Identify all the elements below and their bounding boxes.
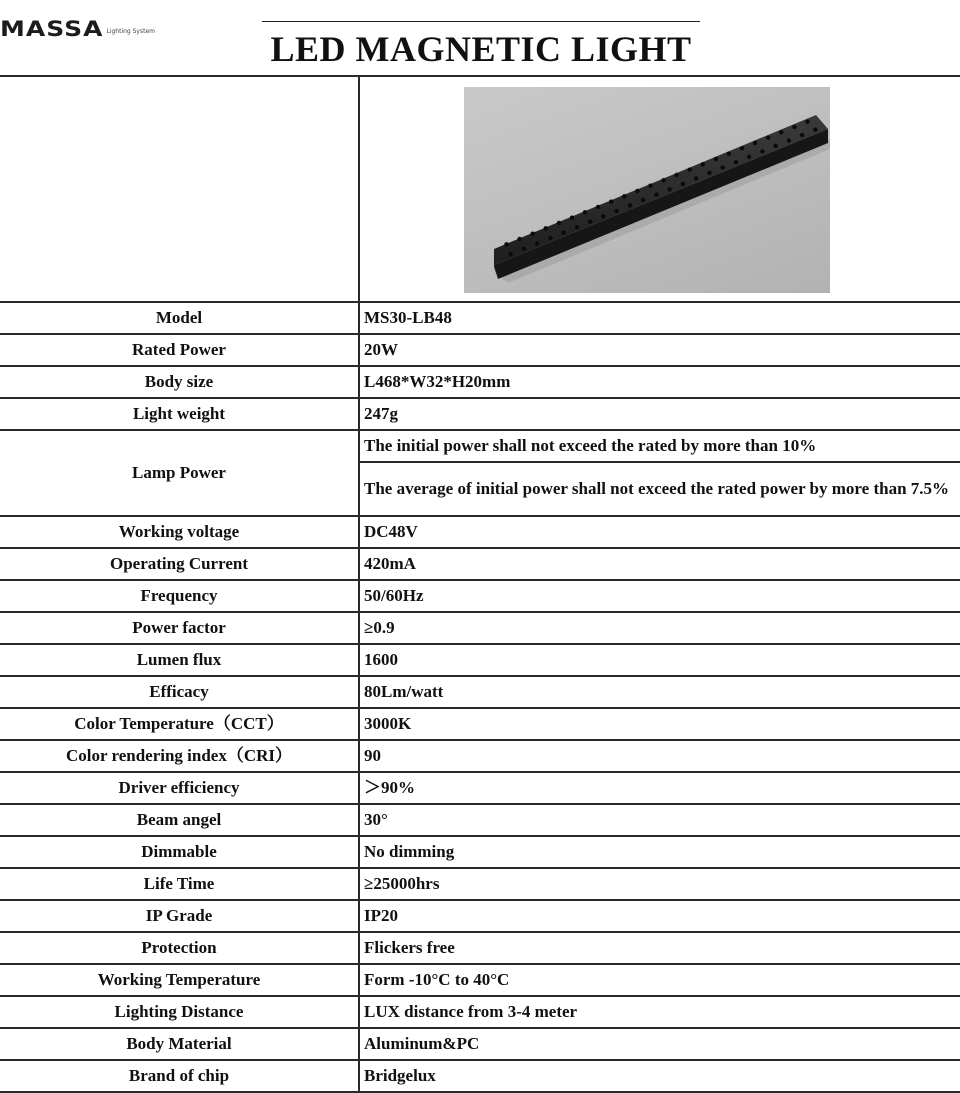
led-dot: [648, 184, 652, 188]
spec-value: ≥25000hrs: [359, 868, 960, 900]
led-dot: [548, 236, 552, 240]
spec-value: 20W: [359, 334, 960, 366]
brand-tagline: Lighting System: [106, 28, 156, 35]
spec-row-body-size: [0, 366, 960, 398]
led-dot: [517, 237, 521, 241]
spec-value: ≥0.9: [359, 612, 960, 644]
led-dot: [714, 157, 718, 161]
spec-label: IP Grade: [0, 900, 359, 932]
spec-label: Model: [0, 302, 359, 334]
led-dot: [596, 205, 600, 209]
led-dot: [720, 165, 724, 169]
led-dot: [800, 133, 804, 137]
led-dot: [628, 203, 632, 207]
led-dot: [504, 242, 508, 246]
led-dot: [544, 226, 548, 230]
led-dot: [583, 210, 587, 214]
spec-value: Aluminum&PC: [359, 1028, 960, 1060]
spec-rows: [0, 302, 960, 1092]
title-rule: [262, 21, 700, 22]
spec-label: Lamp Power: [0, 430, 359, 516]
led-dot: [727, 152, 731, 156]
led-dot: [740, 146, 744, 150]
brand-logo: [0, 12, 155, 40]
spec-row-lighting-distance: [0, 996, 960, 1028]
led-dot: [787, 138, 791, 142]
led-dot: [641, 198, 645, 202]
led-dot: [813, 128, 817, 132]
spec-label: Lighting Distance: [0, 996, 359, 1028]
spec-row-protection: [0, 932, 960, 964]
spec-row-color-temperature-cct: [0, 708, 960, 740]
spec-row-operating-current: [0, 548, 960, 580]
spec-value: 1600: [359, 644, 960, 676]
led-dot: [701, 162, 705, 166]
led-dot: [601, 214, 605, 218]
spec-value: DC48V: [359, 516, 960, 548]
spec-row-working-voltage: [0, 516, 960, 548]
spec-label: Color rendering index（CRI）: [0, 740, 359, 772]
spec-value: LUX distance from 3-4 meter: [359, 996, 960, 1028]
spec-label: Beam angel: [0, 804, 359, 836]
led-dot: [561, 230, 565, 234]
spec-label: Light weight: [0, 398, 359, 430]
led-dot: [588, 220, 592, 224]
spec-value: IP20: [359, 900, 960, 932]
spec-value: The average of initial power shall not exceed the rated power by more than 7.5%: [359, 462, 960, 516]
spec-label: Protection: [0, 932, 359, 964]
spec-label: Brand of chip: [0, 1060, 359, 1092]
spec-row-brand-of-chip: [0, 1060, 960, 1092]
spec-label: Rated Power: [0, 334, 359, 366]
spec-label: Operating Current: [0, 548, 359, 580]
led-dot: [531, 232, 535, 236]
led-dot: [535, 241, 539, 245]
spec-value: L468*W32*H20mm: [359, 366, 960, 398]
led-dot: [522, 247, 526, 251]
spec-row-rated-power: [0, 334, 960, 366]
spec-value: 90: [359, 740, 960, 772]
led-dot: [805, 120, 809, 124]
spec-value: 420mA: [359, 548, 960, 580]
image-row-blank-cell: [0, 76, 359, 302]
spec-value: 30°: [359, 804, 960, 836]
led-dot: [681, 182, 685, 186]
led-dot: [557, 221, 561, 225]
led-dot: [694, 176, 698, 180]
spec-row-life-time: [0, 868, 960, 900]
spec-row-frequency: [0, 580, 960, 612]
page-title: LED MAGNETIC LIGHT: [270, 29, 692, 69]
spec-row-beam-angel: [0, 804, 960, 836]
brand-name: MASSA: [0, 16, 104, 41]
led-dot: [667, 187, 671, 191]
spec-label: Frequency: [0, 580, 359, 612]
led-dot: [609, 200, 613, 204]
spec-row-driver-efficiency: [0, 772, 960, 804]
spec-label: Efficacy: [0, 676, 359, 708]
spec-label: Power factor: [0, 612, 359, 644]
spec-label: Dimmable: [0, 836, 359, 868]
spec-label: Driver efficiency: [0, 772, 359, 804]
led-dot: [622, 194, 626, 198]
led-dot: [766, 136, 770, 140]
spec-row-light-weight: [0, 398, 960, 430]
led-dot: [654, 193, 658, 197]
spec-value: The initial power shall not exceed the rated by more than 10%: [359, 430, 960, 462]
spec-label: Working voltage: [0, 516, 359, 548]
spec-label: Body Material: [0, 1028, 359, 1060]
led-dot: [575, 225, 579, 229]
spec-value: 247g: [359, 398, 960, 430]
led-dot: [614, 209, 618, 213]
product-photo: [464, 87, 830, 293]
spec-row-working-temperature: [0, 964, 960, 996]
spec-row-power-factor: [0, 612, 960, 644]
led-dot: [661, 178, 665, 182]
spec-value: 3000K: [359, 708, 960, 740]
led-dot: [508, 252, 512, 256]
spec-value: Bridgelux: [359, 1060, 960, 1092]
spec-label: Body size: [0, 366, 359, 398]
spec-row-ip-grade: [0, 900, 960, 932]
spec-label: Lumen flux: [0, 644, 359, 676]
spec-row-model: [0, 302, 960, 334]
spec-value: 50/60Hz: [359, 580, 960, 612]
spec-row-efficacy: [0, 676, 960, 708]
spec-row-color-rendering-index-cri: [0, 740, 960, 772]
spec-label: Color Temperature（CCT）: [0, 708, 359, 740]
led-light-bar-icon: [464, 87, 830, 293]
led-dot: [773, 144, 777, 148]
spec-value: Flickers free: [359, 932, 960, 964]
spec-value: MS30-LB48: [359, 302, 960, 334]
led-dot: [747, 155, 751, 159]
led-dot: [753, 141, 757, 145]
spec-value: No dimming: [359, 836, 960, 868]
led-dot: [779, 130, 783, 134]
led-dot: [707, 171, 711, 175]
led-dot: [792, 125, 796, 129]
spec-label: Working Temperature: [0, 964, 359, 996]
spec-row-lamp-power: [0, 430, 960, 462]
image-cell: [359, 76, 960, 302]
led-dot: [674, 173, 678, 177]
spec-value: 80Lm/watt: [359, 676, 960, 708]
spec-row-dimmable: [0, 836, 960, 868]
led-dot: [688, 168, 692, 172]
spec-table: [0, 75, 960, 1093]
spec-label: Life Time: [0, 868, 359, 900]
spec-row-lumen-flux: [0, 644, 960, 676]
spec-value: Form -10°C to 40°C: [359, 964, 960, 996]
spec-row-body-material: [0, 1028, 960, 1060]
led-dot: [760, 149, 764, 153]
spec-value: ＞90%: [359, 772, 960, 804]
led-dot: [734, 160, 738, 164]
led-dot: [570, 216, 574, 220]
led-dot: [635, 189, 639, 193]
image-row: [0, 76, 960, 302]
